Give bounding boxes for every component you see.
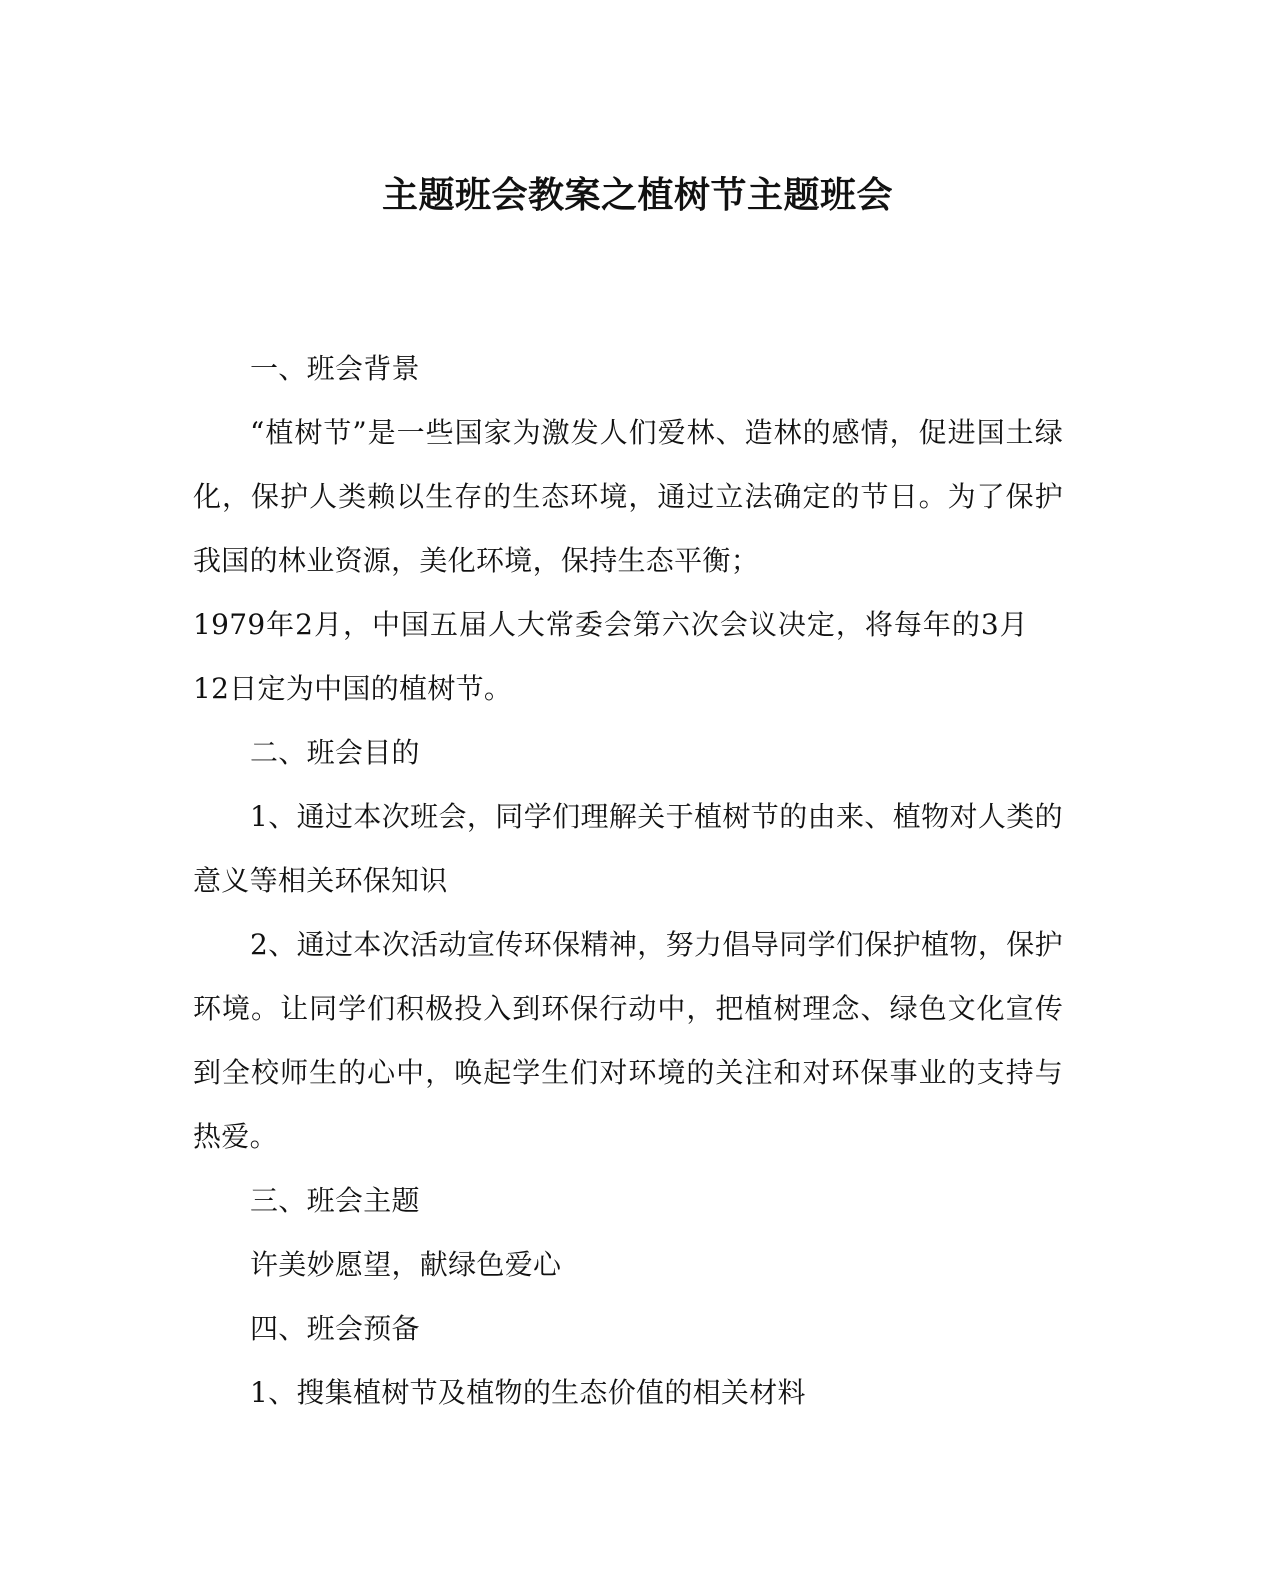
section-heading-theme: 三、班会主题 (250, 1184, 420, 1217)
paragraph-purpose-2: 2、通过本次活动宣传环保精神，努力倡导同学们保护植物，保护环境。让同学们积极投入到环保行动中，把植树理念、绿色文化宣传到全校师生的心中，唤起学生们对环境的关注和对环保事业的支持与热爱。 (193, 928, 1063, 1153)
paragraph-preparation-1: 1、搜集植树节及植物的生态价值的相关材料 (250, 1376, 806, 1409)
section-heading-preparation: 四、班会预备 (250, 1312, 420, 1345)
document-body (193, 337, 1063, 1425)
paragraph-date: 1979年2月，中国五届人大常委会第六次会议决定，将每年的3月12日定为中国的植树节。 (193, 608, 1028, 705)
section-heading-purpose: 二、班会目的 (250, 736, 420, 769)
paragraph-purpose-1: 1、通过本次班会，同学们理解关于植树节的由来、植物对人类的意义等相关环保知识 (193, 800, 1063, 897)
paragraph-theme: 许美妙愿望，献绿色爱心 (250, 1248, 562, 1281)
section-heading-background: 一、班会背景 (250, 352, 420, 385)
document-title: 主题班会教案之植树节主题班会 (381, 174, 893, 216)
paragraph-background: “植树节”是一些国家为激发人们爱林、造林的感情，促进国土绿化，保护人类赖以生存的生态环境，通过立法确定的节日。为了保护我国的林业资源，美化环境，保持生态平衡； (193, 416, 1063, 577)
